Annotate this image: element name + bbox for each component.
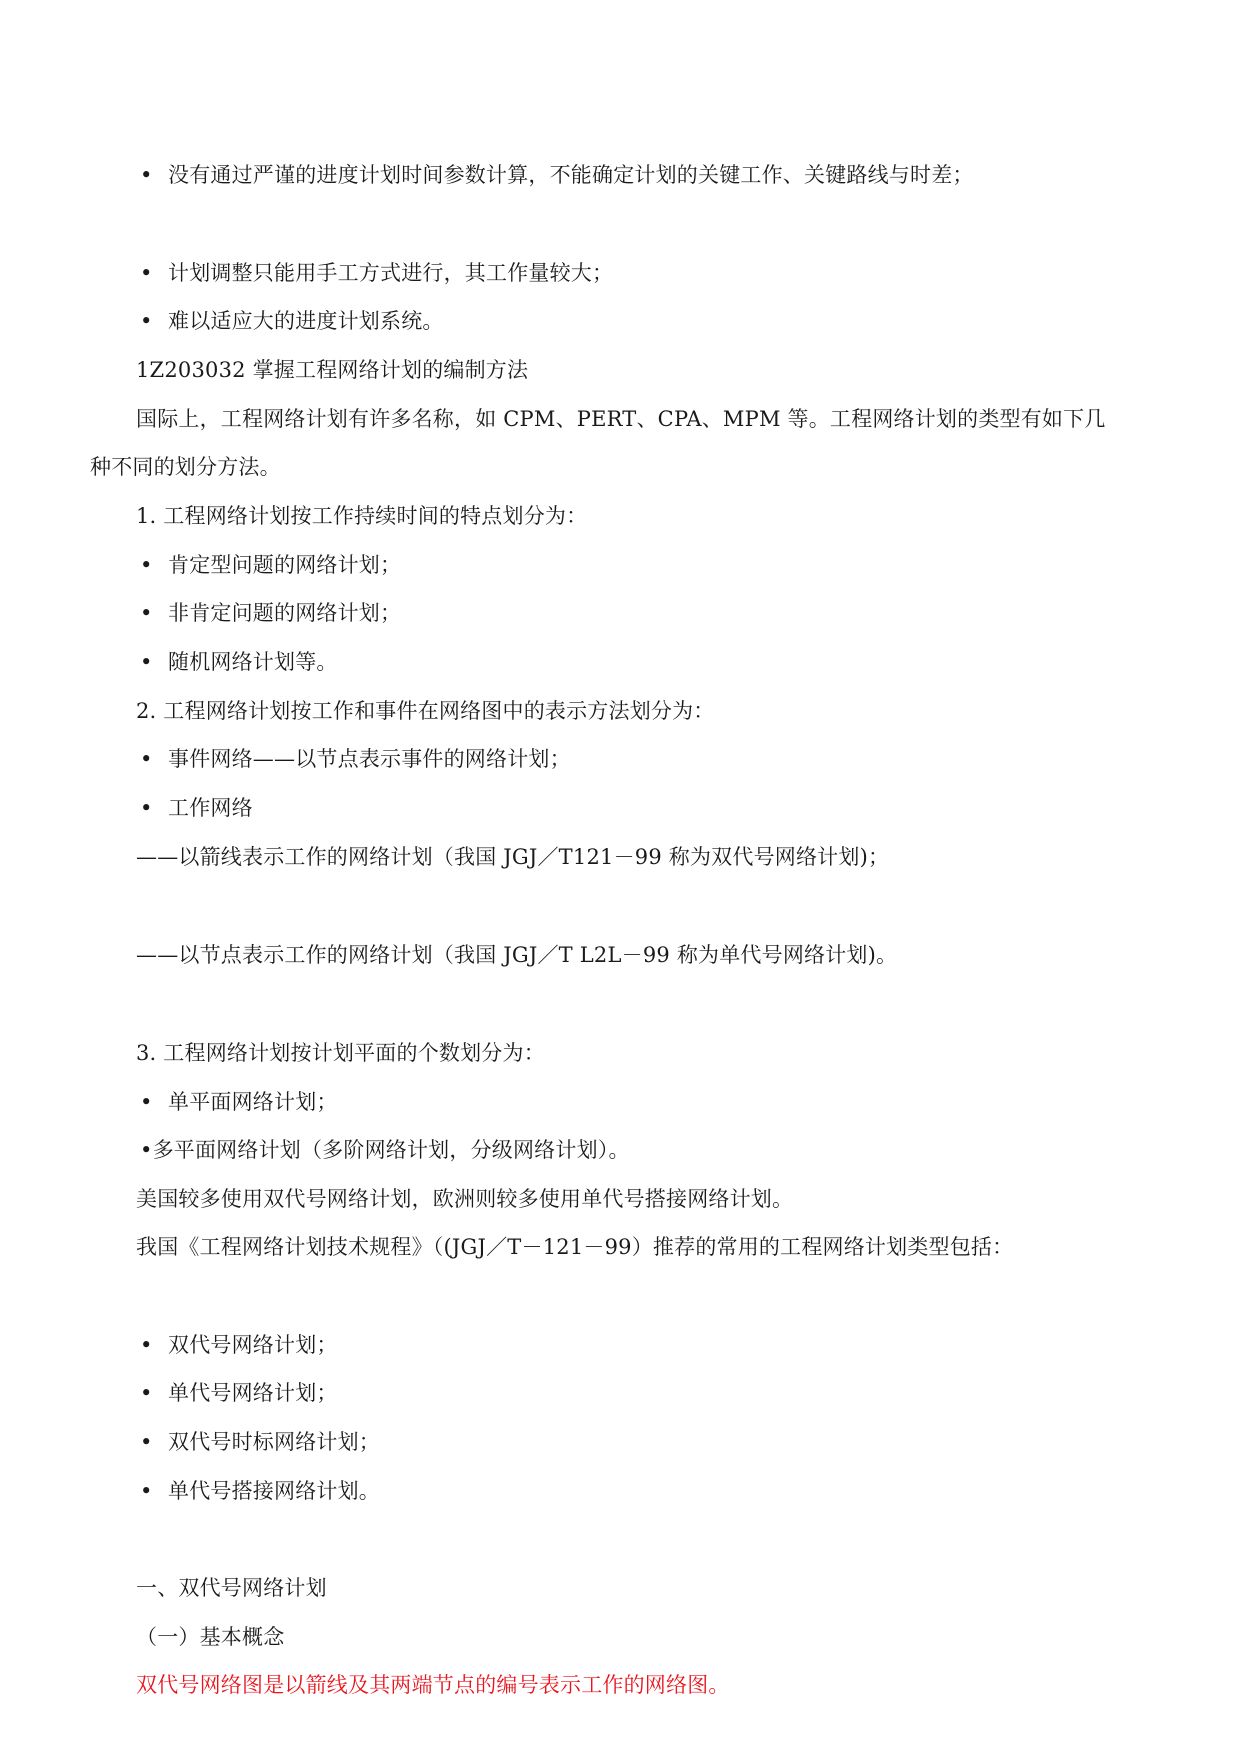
bullet-text: 双代号时标网络计划； bbox=[168, 1430, 380, 1454]
bullet-item bbox=[140, 598, 401, 628]
numbered-heading: 3. 工程网络计划按计划平面的个数划分为： bbox=[136, 1041, 545, 1065]
bullet-text: 工作网络 bbox=[168, 796, 253, 820]
bullet-item bbox=[140, 306, 444, 336]
paragraph-line: 种不同的划分方法。 bbox=[90, 455, 281, 479]
bullet-mark: • bbox=[140, 261, 153, 285]
bullet-mark: • bbox=[140, 1090, 153, 1114]
bullet-mark: • bbox=[140, 747, 153, 771]
bullet-text: 难以适应大的进度计划系统。 bbox=[168, 309, 444, 333]
numbered-heading: 2. 工程网络计划按工作和事件在网络图中的表示方法划分为： bbox=[136, 699, 715, 723]
bullet-item-inline: •多平面网络计划（多阶网络计划，分级网络计划）。 bbox=[140, 1138, 630, 1162]
bullet-item bbox=[140, 1476, 380, 1506]
bullet-item bbox=[140, 550, 401, 580]
bullet-text: 事件网络——以节点表示事件的网络计划； bbox=[168, 747, 571, 771]
bullet-item bbox=[140, 744, 571, 774]
bullet-text: 双代号网络计划； bbox=[168, 1333, 338, 1357]
bullet-mark: • bbox=[140, 553, 153, 577]
bullet-text: 非肯定问题的网络计划； bbox=[168, 601, 402, 625]
subsection-heading: （一）基本概念 bbox=[136, 1625, 285, 1649]
bullet-item bbox=[140, 1427, 380, 1457]
bullet-text: 计划调整只能用手工方式进行，其工作量较大； bbox=[168, 261, 614, 285]
dash-line: ——以箭线表示工作的网络计划（我国 JGJ／T121－99 称为双代号网络计划)； bbox=[136, 845, 890, 869]
bullet-item bbox=[140, 647, 338, 677]
bullet-mark: • bbox=[140, 796, 153, 820]
highlighted-definition: 双代号网络图是以箭线及其两端节点的编号表示工作的网络图。 bbox=[136, 1673, 730, 1697]
bullet-mark: • bbox=[140, 1430, 153, 1454]
paragraph-line: 国际上，工程网络计划有许多名称，如 CPM、PERT、CPA、MPM 等。工程网络计划的类型有如下几 bbox=[136, 407, 1106, 431]
bullet-text: 肯定型问题的网络计划； bbox=[168, 553, 402, 577]
bullet-mark: • bbox=[140, 650, 153, 674]
paragraph-line: 美国较多使用双代号网络计划，欧洲则较多使用单代号搭接网络计划。 bbox=[136, 1187, 794, 1211]
paragraph-line: 我国《工程网络计划技术规程》（(JGJ／T－121－99）推荐的常用的工程网络计划类型包括： bbox=[136, 1235, 1014, 1259]
dash-line: ——以节点表示工作的网络计划（我国 JGJ／T L2L－99 称为单代号网络计划)。 bbox=[136, 943, 898, 967]
bullet-item bbox=[140, 1087, 338, 1117]
bullet-mark: • bbox=[140, 1381, 153, 1405]
bullet-mark: • bbox=[140, 1333, 153, 1357]
bullet-item bbox=[140, 1330, 338, 1360]
bullet-text: 单代号网络计划； bbox=[168, 1381, 338, 1405]
chapter-heading: 一、双代号网络计划 bbox=[136, 1576, 327, 1600]
bullet-text: 单平面网络计划； bbox=[168, 1090, 338, 1114]
bullet-text: 单代号搭接网络计划。 bbox=[168, 1479, 380, 1503]
bullet-mark: • bbox=[140, 601, 153, 625]
bullet-text: 随机网络计划等。 bbox=[168, 650, 338, 674]
section-heading: 1Z203032 掌握工程网络计划的编制方法 bbox=[136, 358, 529, 382]
bullet-item bbox=[140, 258, 613, 288]
numbered-heading: 1. 工程网络计划按工作持续时间的特点划分为： bbox=[136, 504, 588, 528]
bullet-item bbox=[140, 793, 253, 823]
bullet-item bbox=[140, 1378, 338, 1408]
bullet-mark: • bbox=[140, 309, 153, 333]
bullet-mark: • bbox=[140, 1479, 153, 1503]
bullet-item bbox=[140, 160, 974, 190]
bullet-text: 没有通过严谨的进度计划时间参数计算，不能确定计划的关键工作、关键路线与时差； bbox=[168, 163, 974, 187]
bullet-mark: • bbox=[140, 163, 153, 187]
